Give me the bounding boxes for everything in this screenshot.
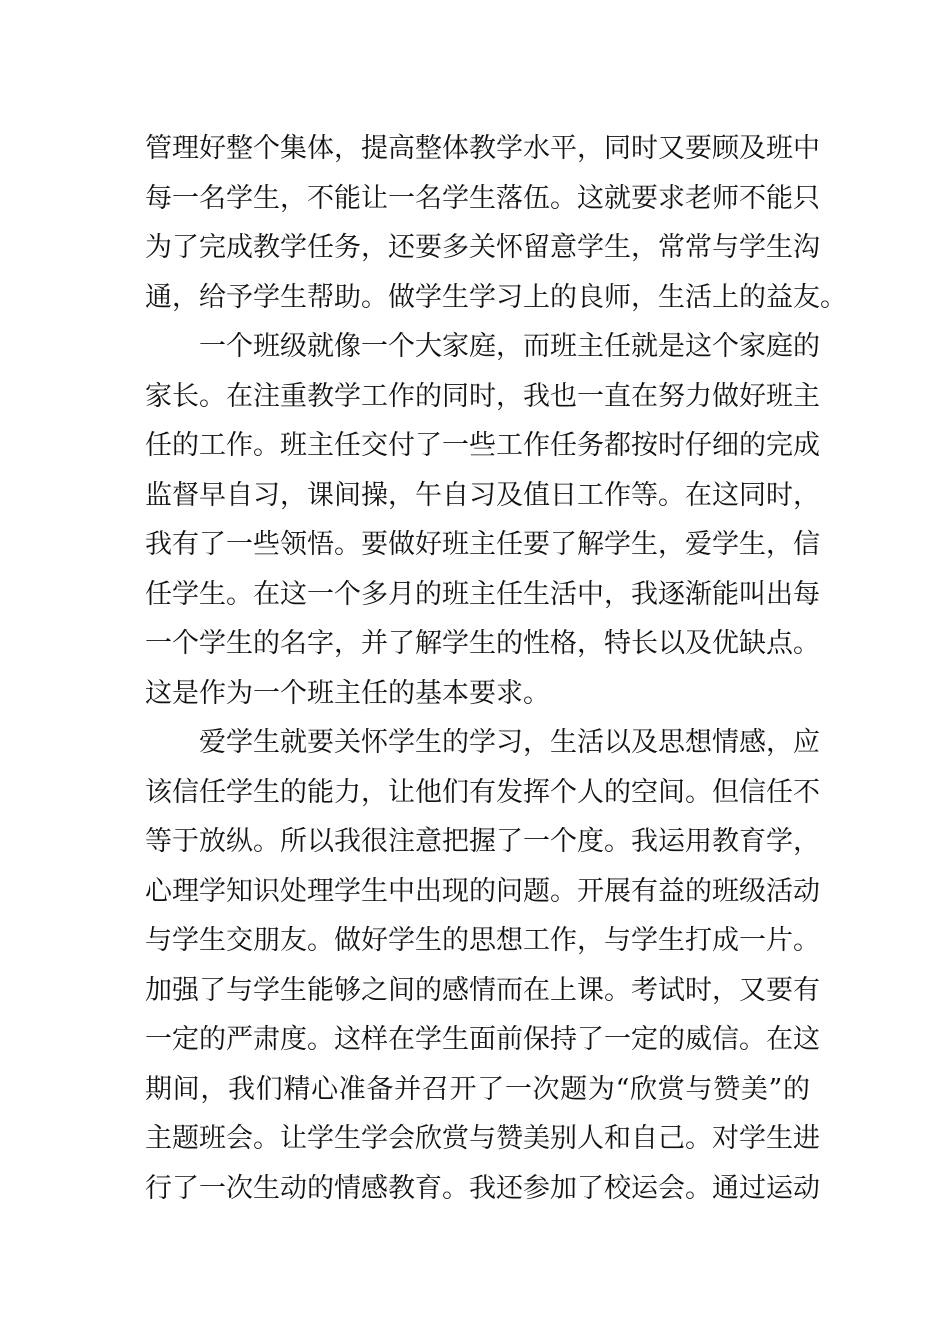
document-body: [145, 124, 847, 1213]
text-line: 等于放纵。所以我很注意把握了一个度。我运用教育学，: [145, 826, 820, 857]
text-line: 我有了一些领悟。要做好班主任要了解学生，爱学生，信: [145, 529, 820, 560]
text-line: 一个班级就像一个大家庭，而班主任就是这个家庭的: [199, 331, 820, 362]
paragraph-3: [145, 718, 820, 1213]
text-line: 每一名学生，不能让一名学生落伍。这就要求老师不能只: [145, 182, 820, 214]
paragraph-2: [145, 322, 820, 718]
text-line: 与学生交朋友。做好学生的思想工作，与学生打成一片。: [145, 925, 820, 956]
text-line: 该信任学生的能力，让他们有发挥个人的空间。但信任不: [145, 776, 820, 808]
text-line: 一定的严肃度。这样在学生面前保持了一定的威信。在这: [145, 1024, 820, 1055]
text-line: 这是作为一个班主任的基本要求。: [145, 677, 550, 709]
text-line: 爱学生就要关怀学生的学习，生活以及思想情感，应: [199, 727, 820, 758]
text-line: 任的工作。班主任交付了一些工作任务都按时仔细的完成: [145, 430, 820, 461]
text-line: 加强了与学生能够之间的感情而在上课。考试时，又要有: [145, 974, 820, 1006]
text-line: 为了完成教学任务，还要多关怀留意学生，常常与学生沟: [145, 232, 820, 263]
text-line: 主题班会。让学生学会欣赏与赞美别人和自己。对学生进: [145, 1123, 820, 1154]
paragraph-1: [145, 124, 847, 322]
text-line: 任学生。在这一个多月的班主任生活中，我逐渐能叫出每: [145, 578, 820, 610]
text-line: 心理学知识处理学生中出现的问题。开展有益的班级活动: [145, 875, 820, 907]
text-line: 家长。在注重教学工作的同时，我也一直在努力做好班主: [145, 380, 820, 412]
text-line: 一个学生的名字，并了解学生的性格，特长以及优缺点。: [145, 628, 820, 659]
text-line: 监督早自习，课间操，午自习及值日工作等。在这同时，: [145, 479, 820, 511]
text-line: 管理好整个集体，提高整体教学水平，同时又要顾及班中: [145, 133, 820, 164]
text-line: 行了一次生动的情感教育。我还参加了校运会。通过运动: [145, 1172, 820, 1204]
text-line: 期间，我们精心准备并召开了一次题为“欣赏与赞美”的: [145, 1073, 810, 1105]
text-line: 通，给予学生帮助。做学生学习上的良师，生活上的益友。: [145, 281, 847, 313]
